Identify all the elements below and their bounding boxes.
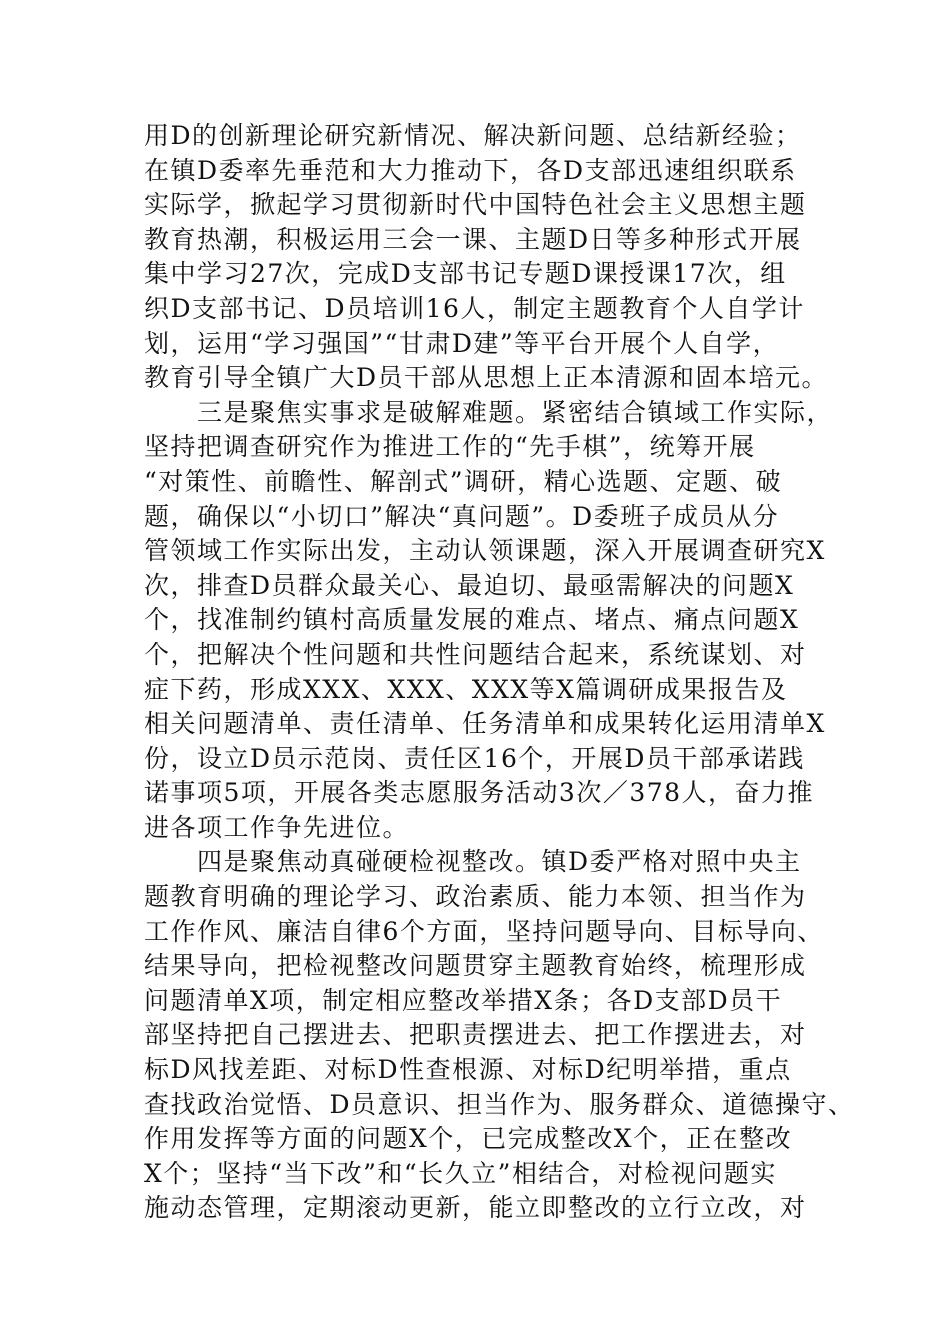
text-line: 施动态管理，定期滚动更新，能立即整改的立行立改，对: [144, 1193, 807, 1223]
text-line: 管领域工作实际出发，主动认领课题，深入开展调查研究X: [144, 536, 826, 566]
text-line: 部坚持把自己摆进去、把职责摆进去、把工作摆进去，对: [144, 1020, 807, 1050]
text-line: 相关问题清单、责任清单、任务清单和成果转化运用清单X: [144, 709, 826, 739]
text-line: 集中学习27次，完成D支部书记专题D课授课17次，组: [144, 259, 787, 289]
paragraph-heading-line: 三是聚焦实事求是破解难题。紧密结合镇域工作实际，: [144, 397, 834, 427]
text-line: 题教育明确的理论学习、政治素质、能力本领、担当作为: [144, 882, 807, 912]
text-line: 次，排查D员群众最关心、最迫切、最亟需解决的问题X: [144, 570, 795, 600]
text-line: 个，把解决个性问题和共性问题结合起来，系统谋划、对: [144, 639, 807, 669]
text-line: 问题清单X项，制定相应整改举措X条；各D支部D员干: [144, 985, 783, 1015]
text-line: 进各项工作争先进位。: [144, 812, 410, 842]
text-line: 教育引导全镇广大D员干部从思想上正本清源和固本培元。: [144, 363, 829, 393]
text-line: 教育热潮，积极运用三会一课、主题D日等多种形式开展: [144, 224, 802, 254]
text-line: 题，确保以“小切口”解决“真问题”。D委班子成员从分: [144, 501, 780, 531]
body-text: [144, 119, 855, 1226]
text-line: 查找政治觉悟、D员意识、担当作为、服务群众、道德操守、: [144, 1089, 855, 1119]
text-line: 作用发挥等方面的问题X个，已完成整改X个，正在整改: [144, 1124, 793, 1154]
text-line: 诺事项5项，开展各类志愿服务活动3次／378人，奋力推: [144, 778, 815, 808]
text-line: X个；坚持“当下改”和“长久立”相结合，对检视问题实: [144, 1158, 777, 1188]
text-line: 结果导向，把检视整改问题贯穿主题教育始终，梳理形成: [144, 951, 807, 981]
text-line: 症下药，形成XXX、XXX、XXX等X篇调研成果报告及: [144, 674, 788, 704]
paragraph-heading-line: 四是聚焦动真碰硬检视整改。镇D委严格对照中央主: [144, 847, 802, 877]
text-line: 坚持把调查研究作为推进工作的“先手棋”，统筹开展: [144, 432, 756, 462]
text-line: 用D的创新理论研究新情况、解决新问题、总结新经验；: [144, 121, 802, 150]
text-line: 实际学，掀起学习贯彻新时代中国特色社会主义思想主题: [144, 190, 807, 220]
text-line: 织D支部书记、D员培训16人，制定主题教育个人自学计: [144, 293, 805, 323]
text-line: 份，设立D员示范岗、责任区16个，开展D员干部承诺践: [144, 743, 805, 773]
text-line: 划，运用“学习强国”“甘肃D建”等平台开展个人自学，: [144, 328, 780, 358]
text-line: “对策性、前瞻性、解剖式”调研，精心选题、定题、破: [144, 466, 783, 496]
text-line: 工作作风、廉洁自律6个方面，坚持问题导向、目标导向、: [144, 916, 824, 946]
text-line: 标D风找差距、对标D性查根源、对标D纪明举措，重点: [144, 1055, 792, 1085]
text-line: 在镇D委率先垂范和大力推动下，各D支部迅速组织联系: [144, 155, 797, 185]
text-line: 个，找准制约镇村高质量发展的难点、堵点、痛点问题X: [144, 605, 800, 635]
